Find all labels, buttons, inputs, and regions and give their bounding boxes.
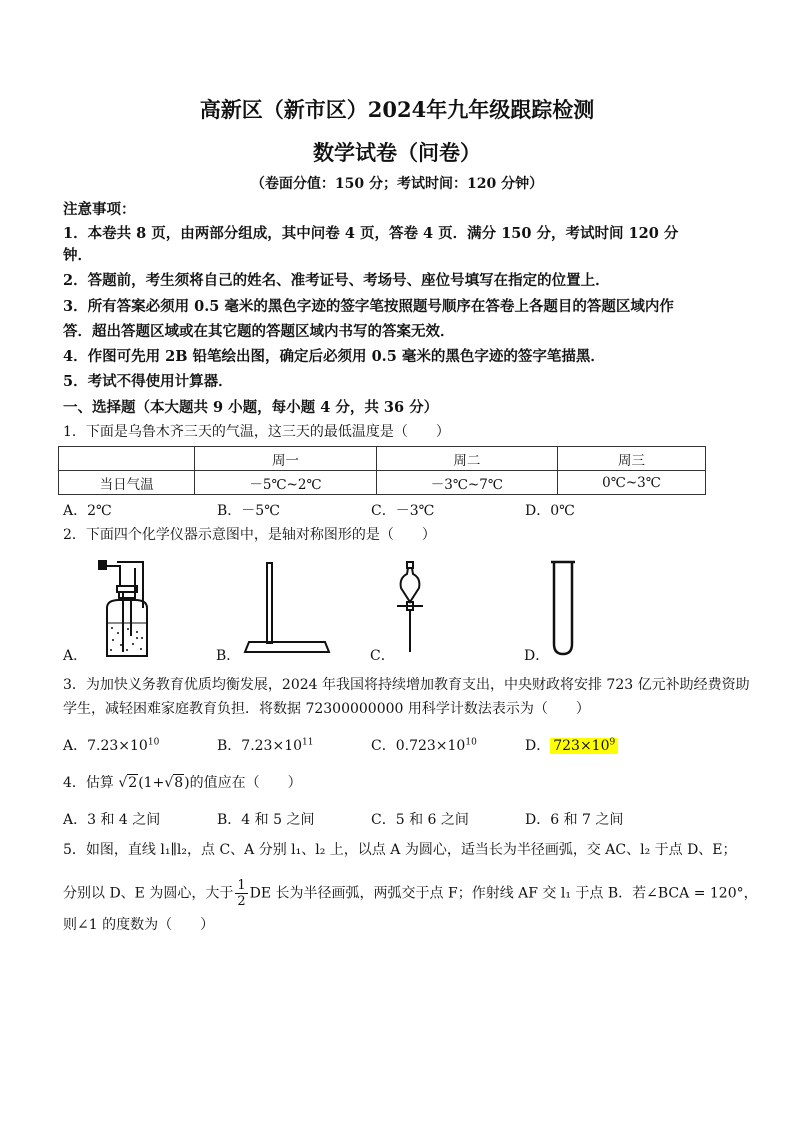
fraction-numerator: 1 <box>237 878 246 893</box>
table-cell: 0℃~3℃ <box>558 471 706 495</box>
table-row <box>59 471 706 495</box>
q2-label-b[interactable]: B． <box>216 648 241 664</box>
q4-suffix: 的值应在（ ） <box>189 775 302 791</box>
q5-stem-2 <box>63 878 758 909</box>
radicand: 8 <box>174 775 184 791</box>
table-cell: －5℃~2℃ <box>195 471 376 495</box>
notice-2: 2．答题前，考生须将自己的姓名、准考证号、考场号、座位号填写在指定的位置上． <box>63 272 610 289</box>
q4-prefix: 4．估算 <box>63 775 119 791</box>
q5-stem-3: 则∠1 的度数为（ ） <box>63 917 215 933</box>
option-base: 723×10 <box>553 738 610 754</box>
q5-text-a: 分别以 D、E 为圆心，大于 <box>63 885 234 902</box>
table-cell: 周二 <box>376 447 557 471</box>
highlighted-answer <box>550 738 618 754</box>
option-label: A． <box>63 738 88 754</box>
q5-text-b: DE 长为半径画弧，两弧交于点 F；作射线 AF 交 l₁ 于点 B．若∠BCA = 120°， <box>249 885 758 902</box>
q3-stem-1: 3．为加快义务教育优质均衡发展，2024 年我国将持续增加教育支出，中央财政将安排 723 亿元补助经费资助 <box>63 677 750 693</box>
gas-bottle-icon <box>95 558 160 662</box>
q4-option-b[interactable]: B．4 和 5 之间 <box>217 812 315 828</box>
q3-option-c[interactable] <box>371 735 477 755</box>
q2-label-d[interactable]: D． <box>524 648 550 664</box>
radicand: 2 <box>128 775 138 791</box>
q1-option-d[interactable]: D．0℃ <box>525 503 575 519</box>
option-exponent: 10 <box>147 737 160 748</box>
test-tube-icon <box>548 558 578 658</box>
q3-stem-2: 学生，减轻困难家庭教育负担．将数据 72300000000 用科学计数法表示为（ ） <box>63 701 590 717</box>
q4-stem <box>63 773 734 793</box>
option-label: B． <box>217 738 242 754</box>
option-base: 7.23×10 <box>241 738 303 754</box>
q5-stem-1: 5．如图，直线 l₁∥l₂，点 C、A 分别 l₁、l₂ 上，以点 A 为圆心，适当长为半径画弧，交 AC、l₂ 于点 D、E； <box>63 842 737 858</box>
q3-option-a[interactable] <box>63 735 159 755</box>
sqrt-icon: √ <box>118 775 128 791</box>
iron-stand-icon <box>243 560 333 660</box>
q3-option-b[interactable] <box>217 735 313 755</box>
table-cell: 当日气温 <box>59 471 195 495</box>
notice-1b: 钟． <box>63 247 92 264</box>
option-label: C． <box>371 738 396 754</box>
paren-open: (1+ <box>138 775 165 791</box>
notice-3a: 3．所有答案必须用 0.5 毫米的黑色字迹的签字笔按照题号顺序在答卷上各题目的答题区域内作 <box>63 298 674 315</box>
notice-3b: 答．超出答题区域或在其它题的答题区域内书写的答案无效． <box>63 323 455 340</box>
notice-1a: 1．本卷共 8 页，由两部分组成，其中问卷 4 页，答卷 4 页．满分 150 分，考试时间 120 分 <box>63 225 679 242</box>
option-exponent: 9 <box>609 737 616 748</box>
notice-heading: 注意事项： <box>63 201 136 218</box>
q4-option-d[interactable]: D．6 和 7 之间 <box>525 812 624 828</box>
q3-option-d[interactable] <box>525 735 618 755</box>
q4-option-a[interactable]: A．3 和 4 之间 <box>63 812 161 828</box>
table-row <box>59 447 706 471</box>
exam-subtitle: 数学试卷（问卷） <box>313 140 481 165</box>
notice-5: 5．考试不得使用计算器． <box>63 373 233 390</box>
table-cell: 周一 <box>195 447 376 471</box>
paren-close: ) <box>184 775 190 791</box>
q1-stem: 1．下面是乌鲁木齐三天的气温，这三天的最低温度是（ ） <box>63 424 450 440</box>
notice-4: 4．作图可先用 2B 铅笔绘出图，确定后必须用 0.5 毫米的黑色字迹的签字笔描黑． <box>63 348 605 365</box>
separatory-funnel-icon <box>395 560 425 660</box>
option-base: 0.723×10 <box>395 738 466 754</box>
table-cell: 周三 <box>558 447 706 471</box>
fraction <box>235 878 247 909</box>
exam-title: 高新区（新市区）2024年九年级跟踪检测 <box>199 97 595 122</box>
option-label: D． <box>525 738 551 754</box>
option-base: 7.23×10 <box>87 738 148 754</box>
fraction-denominator: 2 <box>237 894 246 909</box>
table-cell: －3℃~7℃ <box>376 471 557 495</box>
temperature-table <box>58 446 706 495</box>
q2-stem: 2．下面四个化学仪器示意图中，是轴对称图形的是（ ） <box>63 527 436 543</box>
option-exponent: 11 <box>302 737 314 748</box>
q1-option-a[interactable]: A．2℃ <box>63 503 112 519</box>
q1-option-c[interactable]: C．－3℃ <box>371 503 435 519</box>
q4-option-c[interactable]: C．5 和 6 之间 <box>371 812 469 828</box>
q1-option-b[interactable]: B．－5℃ <box>217 503 280 519</box>
table-cell <box>59 447 195 471</box>
section-heading: 一、选择题（本大题共 9 小题，每小题 4 分，共 36 分） <box>63 399 439 416</box>
option-exponent: 10 <box>465 737 477 748</box>
exam-duration: （卷面分值：150 分；考试时间：120 分钟） <box>250 176 544 192</box>
q2-label-c[interactable]: C． <box>370 648 395 664</box>
sqrt-icon: √ <box>164 775 174 791</box>
q2-label-a[interactable]: A． <box>63 648 88 664</box>
